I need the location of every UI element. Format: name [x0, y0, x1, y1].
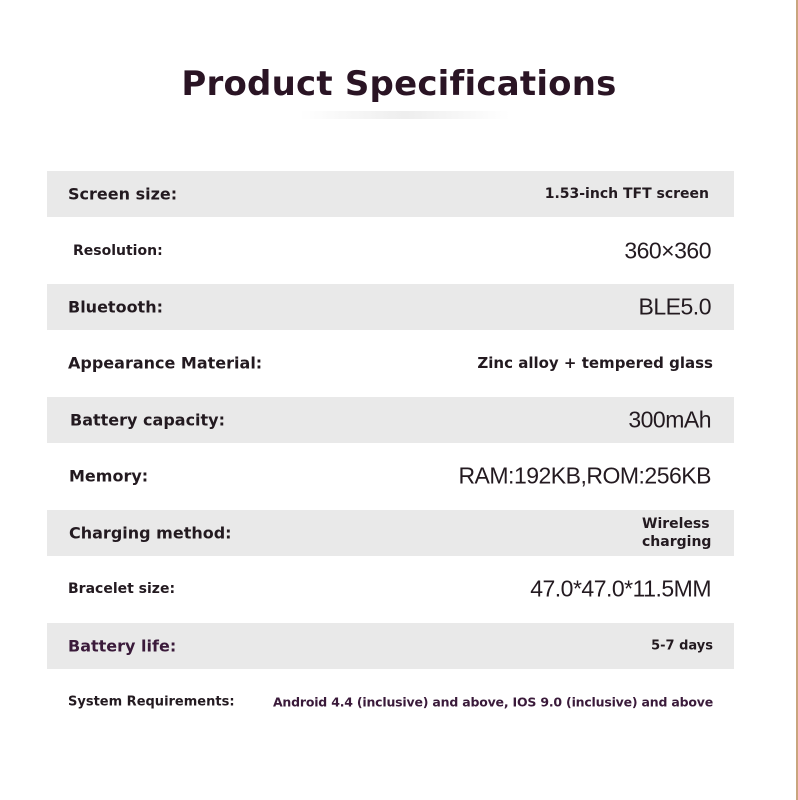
- spec-row-charging-method: [47, 510, 734, 556]
- spec-row-bluetooth: [47, 284, 734, 330]
- title-shadow: [300, 111, 510, 119]
- spec-value-bluetooth: BLE5.0: [638, 293, 711, 320]
- spec-label-resolution: Resolution:: [73, 243, 163, 259]
- spec-row-resolution: [47, 228, 734, 274]
- page-title: Product Specifications: [181, 64, 617, 104]
- spec-row-appearance-material: [47, 340, 734, 386]
- spec-value-battery-capacity: 300mAh: [628, 406, 711, 433]
- spec-label-screen-size: Screen size:: [68, 184, 178, 204]
- spec-label-memory: Memory:: [69, 466, 149, 486]
- spec-row-system-requirements: [47, 679, 734, 725]
- spec-row-bracelet-size: [47, 566, 734, 612]
- spec-label-charging-method: Charging method:: [69, 523, 232, 543]
- spec-value-appearance-material: Zinc alloy + tempered glass: [477, 354, 713, 372]
- spec-value-charging-method-line1: Wireless: [642, 516, 710, 532]
- spec-label-bracelet-size: Bracelet size:: [68, 581, 176, 597]
- spec-value-charging-method-line2: charging: [642, 534, 712, 550]
- spec-row-screen-size: [47, 171, 734, 217]
- spec-row-battery-capacity: [47, 397, 734, 443]
- spec-label-battery-capacity: Battery capacity:: [70, 410, 226, 430]
- spec-value-screen-size: 1.53-inch TFT screen: [544, 186, 709, 202]
- spec-label-appearance-material: Appearance Material:: [68, 353, 263, 373]
- spec-value-charging-method: [642, 515, 711, 551]
- spec-value-system-requirements: Android 4.4 (inclusive) and above, IOS 9.0 (inclusive) and above: [272, 694, 713, 710]
- spec-row-battery-life: [47, 623, 734, 669]
- spec-label-system-requirements: System Requirements:: [68, 694, 235, 710]
- spec-value-resolution: 360×360: [624, 237, 711, 264]
- spec-label-battery-life: Battery life:: [68, 636, 177, 656]
- spec-value-memory: RAM:192KB,ROM:256KB: [458, 462, 711, 489]
- spec-value-bracelet-size: 47.0*47.0*11.5MM: [530, 575, 711, 602]
- spec-label-bluetooth: Bluetooth:: [68, 297, 163, 317]
- spec-row-memory: [47, 453, 734, 499]
- spec-value-battery-life: 5-7 days: [651, 638, 713, 654]
